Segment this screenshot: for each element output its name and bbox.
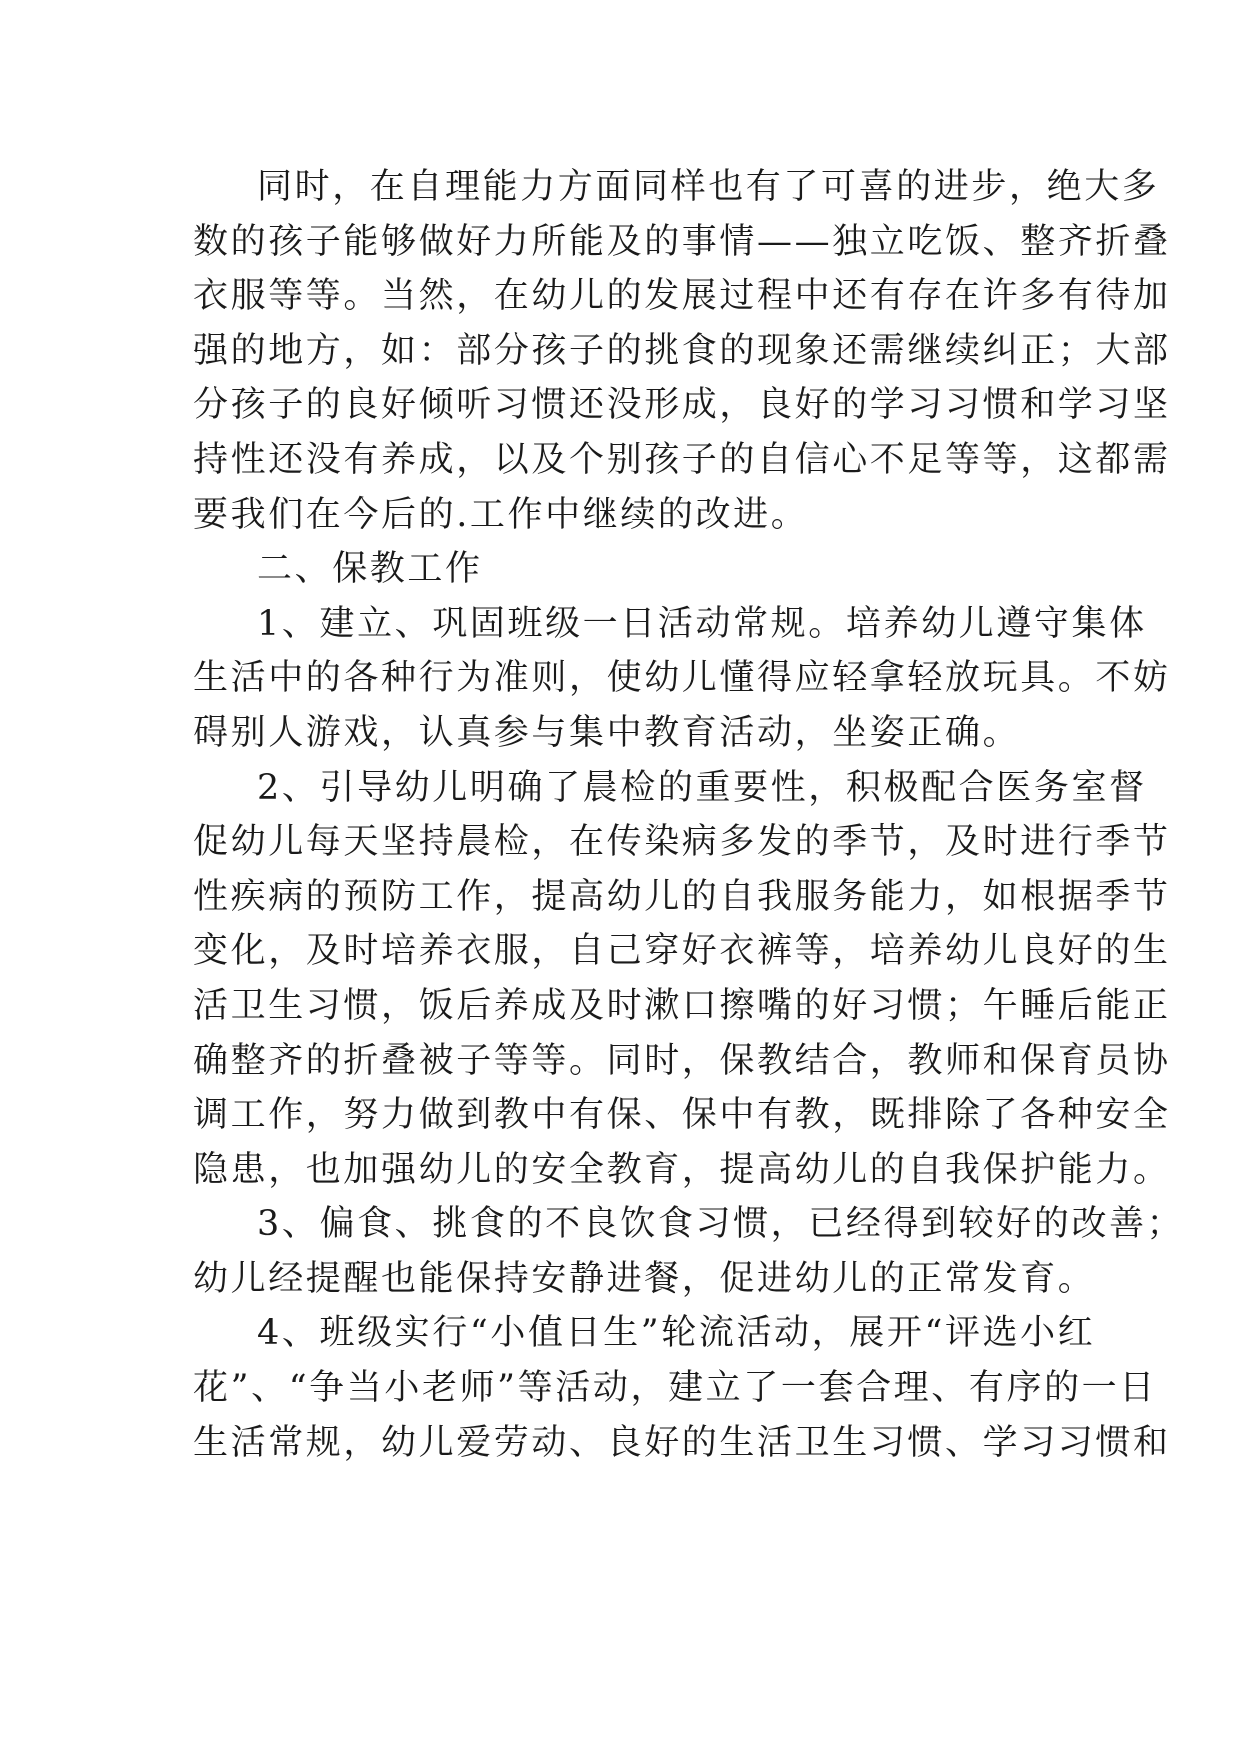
text-line: 生活中的各种行为准则，使幼儿懂得应轻拿轻放玩具。不妨 bbox=[193, 658, 1171, 699]
text-line: 变化，及时培养衣服，自己穿好衣裤等，培养幼儿良好的生 bbox=[193, 931, 1171, 972]
text-line: 调工作，努力做到教中有保、保中有教，既排除了各种安全 bbox=[193, 1095, 1171, 1136]
text-line: 花”、“争当小老师”等活动，建立了一套合理、有序的一日 bbox=[193, 1368, 1157, 1409]
text-line: 强的地方，如：部分孩子的挑食的现象还需继续纠正；大部 bbox=[193, 330, 1171, 371]
text-line: 促幼儿每天坚持晨检，在传染病多发的季节，及时进行季节 bbox=[193, 822, 1171, 863]
text-line: 4、班级实行“小值日生”轮流活动，展开“评选小红 bbox=[257, 1313, 1096, 1354]
text-line: 分孩子的良好倾听习惯还没形成，良好的学习习惯和学习坚 bbox=[193, 385, 1171, 426]
text-line: 1、建立、巩固班级一日活动常规。培养幼儿遵守集体 bbox=[257, 603, 1147, 644]
text-line: 活卫生习惯，饭后养成及时漱口擦嘴的好习惯；午睡后能正 bbox=[193, 985, 1171, 1026]
text-line: 3、偏食、挑食的不良饮食习惯，已经得到较好的改善； bbox=[257, 1204, 1185, 1245]
text-line: 要我们在今后的.工作中继续的改进。 bbox=[193, 494, 809, 535]
text-line: 生活常规，幼儿爱劳动、良好的生活卫生习惯、学习习惯和 bbox=[193, 1422, 1171, 1463]
text-line: 幼儿经提醒也能保持安静进餐，促进幼儿的正常发育。 bbox=[193, 1258, 1096, 1299]
text-line: 隐患，也加强幼儿的安全教育，提高幼儿的自我保护能力。 bbox=[193, 1149, 1171, 1190]
text-line: 性疾病的预防工作，提高幼儿的自我服务能力，如根据季节 bbox=[193, 876, 1171, 917]
text-line: 碍别人游戏，认真参与集中教育活动，坐姿正确。 bbox=[193, 712, 1021, 753]
section-heading: 二、保教工作 bbox=[257, 549, 483, 590]
text-line: 衣服等等。当然，在幼儿的发展过程中还有存在许多有待加 bbox=[193, 276, 1171, 317]
text-line: 数的孩子能够做好力所能及的事情——独立吃饭、整齐折叠 bbox=[193, 221, 1171, 262]
text-line: 持性还没有养成，以及个别孩子的自信心不足等等，这都需 bbox=[193, 439, 1171, 480]
document-body bbox=[193, 160, 1185, 1470]
text-line: 同时，在自理能力方面同样也有了可喜的进步，绝大多 bbox=[257, 167, 1160, 207]
text-line: 确整齐的折叠被子等等。同时，保教结合，教师和保育员协 bbox=[193, 1040, 1171, 1081]
text-line: 2、引导幼儿明确了晨检的重要性，积极配合医务室督 bbox=[257, 767, 1147, 808]
